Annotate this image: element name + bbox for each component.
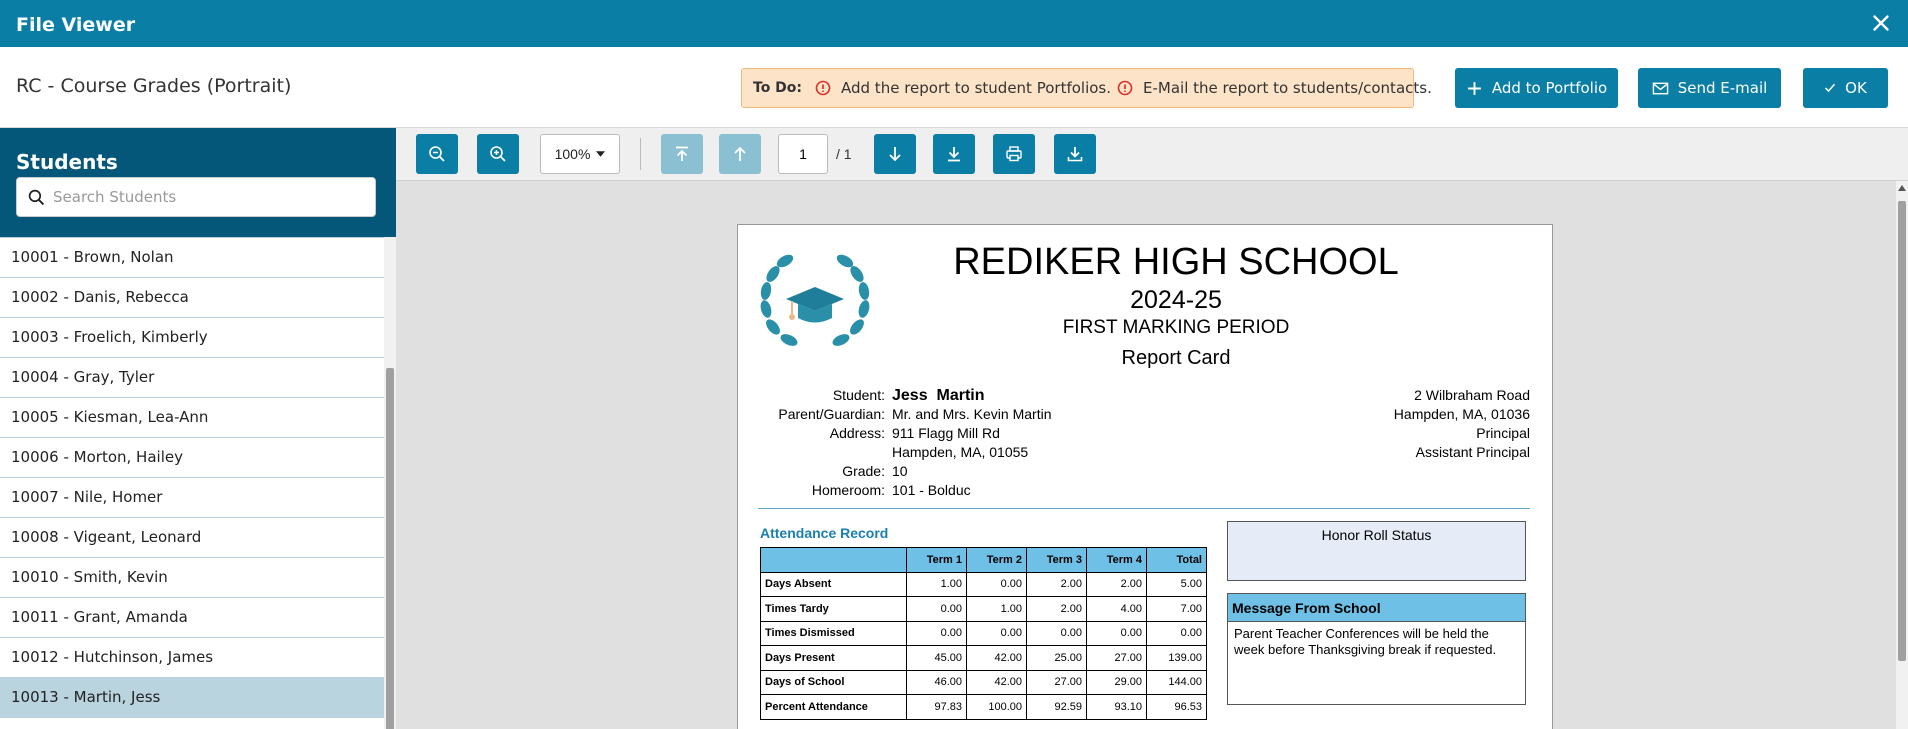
next-page-icon bbox=[886, 145, 904, 163]
attendance-table bbox=[760, 547, 1207, 720]
todo-item-portfolio bbox=[815, 79, 1111, 97]
table-cell: 100.00 bbox=[967, 695, 1027, 720]
student-list-item[interactable]: 10012 - Hutchinson, James bbox=[0, 638, 384, 678]
scrollbar-thumb[interactable] bbox=[1898, 201, 1906, 661]
table-cell: 2.00 bbox=[1087, 572, 1147, 597]
download-icon bbox=[1066, 145, 1084, 163]
table-cell: 0.00 bbox=[907, 597, 967, 622]
column-header: Total bbox=[1147, 548, 1207, 573]
table-cell: 0.00 bbox=[1027, 621, 1087, 646]
report-type: Report Card bbox=[1121, 347, 1231, 369]
student-info-labels bbox=[738, 386, 885, 500]
student-list-item[interactable]: 10008 - Vigeant, Leonard bbox=[0, 518, 384, 558]
table-cell: 2.00 bbox=[1027, 572, 1087, 597]
table-cell: 46.00 bbox=[907, 670, 967, 695]
address-line-2: Hampden, MA, 01055 bbox=[892, 444, 1029, 460]
download-button[interactable] bbox=[1054, 134, 1096, 174]
grade-value: 10 bbox=[892, 463, 908, 479]
window-title: File Viewer bbox=[16, 14, 136, 36]
table-cell: 7.00 bbox=[1147, 597, 1207, 622]
student-list-item[interactable]: 10007 - Nile, Homer bbox=[0, 478, 384, 518]
chevron-down-icon bbox=[596, 151, 605, 157]
message-body: Parent Teacher Conferences will be held the week before Thanksgiving break if requested. bbox=[1234, 626, 1497, 657]
check-icon bbox=[1824, 82, 1836, 94]
student-search[interactable] bbox=[16, 177, 376, 217]
print-button[interactable] bbox=[993, 134, 1035, 174]
student-list-item[interactable]: 10001 - Brown, Nolan bbox=[0, 238, 384, 278]
todo-banner bbox=[741, 68, 1432, 108]
table-cell: 0.00 bbox=[967, 572, 1027, 597]
student-list-item-selected[interactable]: 10013 - Martin, Jess bbox=[0, 678, 384, 718]
student-list-item[interactable]: 10003 - Froelich, Kimberly bbox=[0, 318, 384, 358]
section-divider bbox=[758, 508, 1530, 509]
table-cell: 93.10 bbox=[1087, 695, 1147, 720]
table-cell: 0.00 bbox=[907, 621, 967, 646]
todo-item-email bbox=[1117, 79, 1432, 97]
student-list bbox=[0, 237, 384, 729]
school-message-box bbox=[1227, 593, 1526, 705]
table-row bbox=[761, 695, 1207, 720]
report-page bbox=[737, 224, 1553, 729]
assistant-principal-label: Assistant Principal bbox=[1415, 444, 1530, 460]
next-page-button[interactable] bbox=[874, 134, 916, 174]
honor-roll-title: Honor Roll Status bbox=[1321, 527, 1432, 543]
zoom-out-button[interactable] bbox=[416, 134, 458, 174]
zoom-select[interactable] bbox=[540, 134, 620, 174]
sidebar-heading: Students bbox=[16, 150, 118, 174]
page-number-input[interactable] bbox=[778, 134, 828, 174]
column-header: Term 4 bbox=[1087, 548, 1147, 573]
scrollbar-thumb[interactable] bbox=[386, 368, 394, 729]
student-list-item[interactable]: 10002 - Danis, Rebecca bbox=[0, 278, 384, 318]
school-address-2: Hampden, MA, 01036 bbox=[1393, 406, 1530, 422]
document-title: RC - Course Grades (Portrait) bbox=[16, 75, 292, 97]
row-label: Days Present bbox=[761, 646, 907, 671]
mail-icon bbox=[1652, 80, 1669, 97]
student-label: Student: bbox=[832, 387, 885, 403]
zoom-out-icon bbox=[428, 145, 446, 163]
table-row bbox=[761, 572, 1207, 597]
zoom-value: 100% bbox=[554, 146, 591, 162]
table-cell: 0.00 bbox=[967, 621, 1027, 646]
table-cell: 1.00 bbox=[907, 572, 967, 597]
sidebar-scrollbar[interactable] bbox=[384, 237, 396, 729]
student-list-item[interactable]: 10010 - Smith, Kevin bbox=[0, 558, 384, 598]
table-cell: 27.00 bbox=[1027, 670, 1087, 695]
plus-icon bbox=[1466, 80, 1483, 97]
parent-name: Mr. and Mrs. Kevin Martin bbox=[892, 406, 1052, 422]
window-titlebar bbox=[0, 0, 1908, 47]
student-list-item[interactable]: 10011 - Grant, Amanda bbox=[0, 598, 384, 638]
homeroom-label: Homeroom: bbox=[811, 482, 885, 498]
first-page-button[interactable] bbox=[661, 134, 703, 174]
todo-item-label: E-Mail the report to students/contacts. bbox=[1143, 79, 1432, 97]
table-cell: 0.00 bbox=[1087, 621, 1147, 646]
parent-label: Parent/Guardian: bbox=[778, 406, 885, 422]
row-label: Times Tardy bbox=[761, 597, 907, 622]
student-info-values bbox=[892, 386, 1052, 500]
print-icon bbox=[1005, 145, 1023, 163]
viewer-scrollbar[interactable] bbox=[1896, 181, 1908, 729]
address-label: Address: bbox=[829, 425, 885, 441]
add-to-portfolio-label: Add to Portfolio bbox=[1491, 79, 1608, 97]
honor-roll-box bbox=[1227, 521, 1526, 581]
table-cell: 2.00 bbox=[1027, 597, 1087, 622]
prev-page-button[interactable] bbox=[719, 134, 761, 174]
message-title: Message From School bbox=[1228, 594, 1525, 622]
last-page-button[interactable] bbox=[933, 134, 975, 174]
attendance-title: Attendance Record bbox=[760, 525, 889, 541]
search-icon bbox=[28, 189, 45, 206]
table-row bbox=[761, 597, 1207, 622]
table-cell: 4.00 bbox=[1087, 597, 1147, 622]
column-header: Term 1 bbox=[907, 548, 967, 573]
ok-button[interactable] bbox=[1803, 68, 1888, 108]
table-cell: 27.00 bbox=[1087, 646, 1147, 671]
table-corner bbox=[761, 548, 907, 573]
table-row bbox=[761, 621, 1207, 646]
table-row bbox=[761, 646, 1207, 671]
row-label: Times Dismissed bbox=[761, 621, 907, 646]
send-email-button[interactable] bbox=[1638, 68, 1781, 108]
grade-label: Grade: bbox=[842, 463, 885, 479]
table-cell: 29.00 bbox=[1087, 670, 1147, 695]
document-viewer bbox=[396, 128, 1908, 729]
table-cell: 42.00 bbox=[967, 646, 1027, 671]
table-cell: 92.59 bbox=[1027, 695, 1087, 720]
school-name: REDIKER HIGH SCHOOL bbox=[953, 241, 1399, 283]
school-info bbox=[1394, 386, 1530, 462]
first-page-icon bbox=[673, 145, 691, 163]
student-list-item[interactable]: 10006 - Morton, Hailey bbox=[0, 438, 384, 478]
table-cell: 96.53 bbox=[1147, 695, 1207, 720]
table-row bbox=[761, 670, 1207, 695]
principal-label: Principal bbox=[1476, 425, 1530, 441]
table-header-row bbox=[761, 548, 1207, 573]
table-cell: 42.00 bbox=[967, 670, 1027, 695]
prev-page-icon bbox=[731, 145, 749, 163]
toolbar-divider bbox=[640, 138, 641, 170]
row-label: Days Absent bbox=[761, 572, 907, 597]
todo-label: To Do: bbox=[753, 80, 803, 96]
students-sidebar bbox=[0, 128, 396, 729]
column-header: Term 3 bbox=[1027, 548, 1087, 573]
table-cell: 1.00 bbox=[967, 597, 1027, 622]
row-label: Percent Attendance bbox=[761, 695, 907, 720]
table-cell: 144.00 bbox=[1147, 670, 1207, 695]
table-cell: 0.00 bbox=[1147, 621, 1207, 646]
table-cell: 139.00 bbox=[1147, 646, 1207, 671]
table-cell: 97.83 bbox=[907, 695, 967, 720]
school-year: 2024-25 bbox=[1130, 286, 1222, 314]
add-to-portfolio-button[interactable] bbox=[1455, 68, 1618, 108]
column-header: Term 2 bbox=[967, 548, 1027, 573]
close-icon[interactable] bbox=[1868, 10, 1894, 36]
sidebar-header bbox=[0, 128, 396, 237]
viewer-header bbox=[0, 47, 1908, 128]
ok-label: OK bbox=[1845, 79, 1867, 97]
student-list-item[interactable]: 10005 - Kiesman, Lea-Ann bbox=[0, 398, 384, 438]
student-name: Jess Martin bbox=[892, 387, 985, 404]
table-cell: 45.00 bbox=[907, 646, 967, 671]
last-page-icon bbox=[945, 145, 963, 163]
table-cell: 5.00 bbox=[1147, 572, 1207, 597]
search-input[interactable] bbox=[53, 186, 363, 208]
viewer-toolbar bbox=[396, 128, 1908, 181]
row-label: Days of School bbox=[761, 670, 907, 695]
student-list-item[interactable]: 10004 - Gray, Tyler bbox=[0, 358, 384, 398]
zoom-in-icon bbox=[489, 145, 507, 163]
marking-period: FIRST MARKING PERIOD bbox=[1062, 317, 1290, 338]
send-email-label: Send E-mail bbox=[1677, 79, 1768, 97]
alert-icon bbox=[1117, 80, 1133, 96]
scroll-up-icon[interactable] bbox=[1898, 185, 1906, 191]
school-address-1: 2 Wilbraham Road bbox=[1414, 387, 1530, 403]
todo-item-label: Add the report to student Portfolios. bbox=[841, 79, 1111, 97]
address-line-1: 911 Flagg Mill Rd bbox=[892, 425, 1000, 441]
page-total: / 1 bbox=[836, 146, 852, 162]
homeroom-value: 101 - Bolduc bbox=[892, 482, 971, 498]
zoom-in-button[interactable] bbox=[477, 134, 519, 174]
alert-icon bbox=[815, 80, 831, 96]
table-cell: 25.00 bbox=[1027, 646, 1087, 671]
